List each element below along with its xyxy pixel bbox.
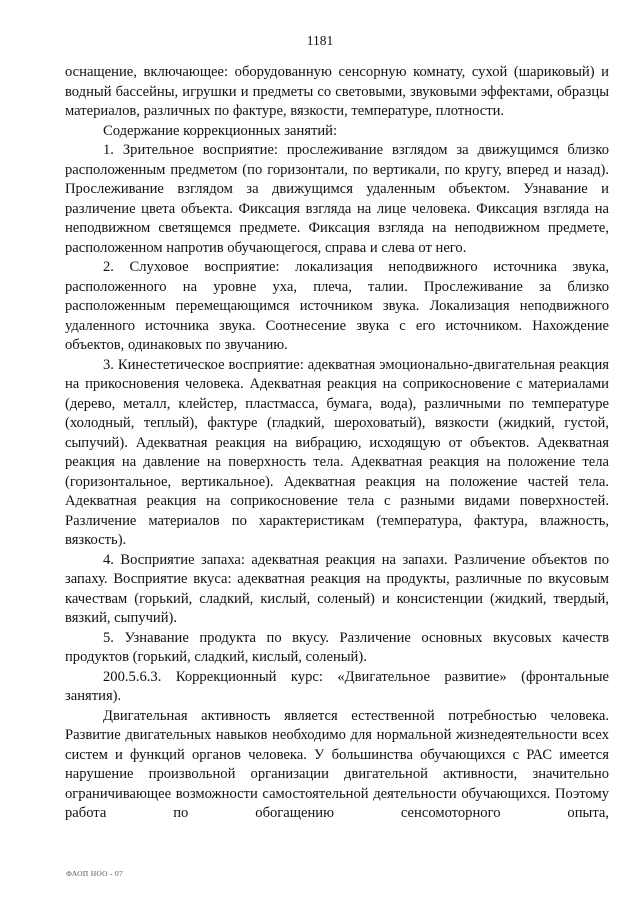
footer-stamp: ФАОП НОО - 07	[66, 869, 124, 878]
paragraph-equipment: оснащение, включающее: оборудованную сенсорную комнату, сухой (шариковый) и водный бассейны, игрушки и предметы со световыми, звуковыми эффектами, образцы материалов, различных по фактуре, вязкости, температуре, плотности.	[65, 64, 609, 119]
paragraph-smell-taste: 4. Восприятие запаха: адекватная реакция на запахи. Различение объектов по запаху. Восприятие вкуса: адекватная реакция на продукты, различные по вкусовым качествам (горький, сладкий, кислый, соленый) и консистенции (жидкий, твердый, вязкий, сыпучий).	[65, 551, 609, 626]
paragraph-auditory-perception: 2. Слуховое восприятие: локализация неподвижного источника звука, расположенного на уровне уха, плеча, талии. Прослеживание за близко расположенным перемещающимся источником звука. Локализация неподвижного удаленного источника звука. Соотнесение звука с его источником. Нахождение объектов, одинаковых по звучанию.	[65, 259, 609, 353]
page-number: 1181	[306, 33, 334, 48]
paragraph-course-title: 200.5.6.3. Коррекционный курс: «Двигательное развитие» (фронтальные занятия).	[65, 668, 609, 704]
paragraph-motor-activity: Двигательная активность является естественной потребностью человека. Развитие двигательных навыков необходимо для нормальной жизнедеятельности всех систем и функций органов человека. У большинства обучающихся с РАС имеется нарушение произвольной организации двигательной активности, значительно ограничивающее возможности самостоятельной деятельности обучающихся. Поэтому работа по обогащению сенсомоторного опыта,	[65, 707, 609, 821]
paragraph-content-heading: Содержание коррекционных занятий:	[103, 122, 338, 139]
paragraph-taste-recognition: 5. Узнавание продукта по вкусу. Различение основных вкусовых качеств продуктов (горький, сладкий, кислый, соленый).	[65, 629, 609, 665]
paragraph-kinesthetic-perception: 3. Кинестетическое восприятие: адекватная эмоционально-двигательная реакция на прикосновения человека. Адекватная реакция на соприкосновение с материалами (дерево, металл, клейстер, пластмасса, бумага, вода), различными по температуре (холодный, теплый), фактуре (гладкий, шероховатый), вязкости (жидкий, густой, сыпучий). Адекватная реакция на вибрацию, исходящую от объектов. Адекватная реакция на давление на поверхность тела. Адекватная реакция на положение тела (горизонтальное, вертикальное). Адекватная реакция на положение частей тела. Адекватная реакция на соприкосновение тела с разными видами поверхностей. Различение материалов по характеристикам (температура, фактура, влажность, вязкость).	[65, 356, 609, 548]
body-text	[65, 63, 609, 824]
paragraph-visual-perception: 1. Зрительное восприятие: прослеживание взглядом за движущимся близко расположенным предметом (по горизонтали, по вертикали, по кругу, вперед и назад). Прослеживание взглядом за движущимся удаленным объектом. Узнавание и различение цвета объекта. Фиксация взгляда на лице человека. Фиксация взгляда на неподвижном светящемся предмете. Фиксация взгляда на неподвижном предмете, расположенном напротив обучающегося, справа и слева от него.	[65, 142, 609, 256]
